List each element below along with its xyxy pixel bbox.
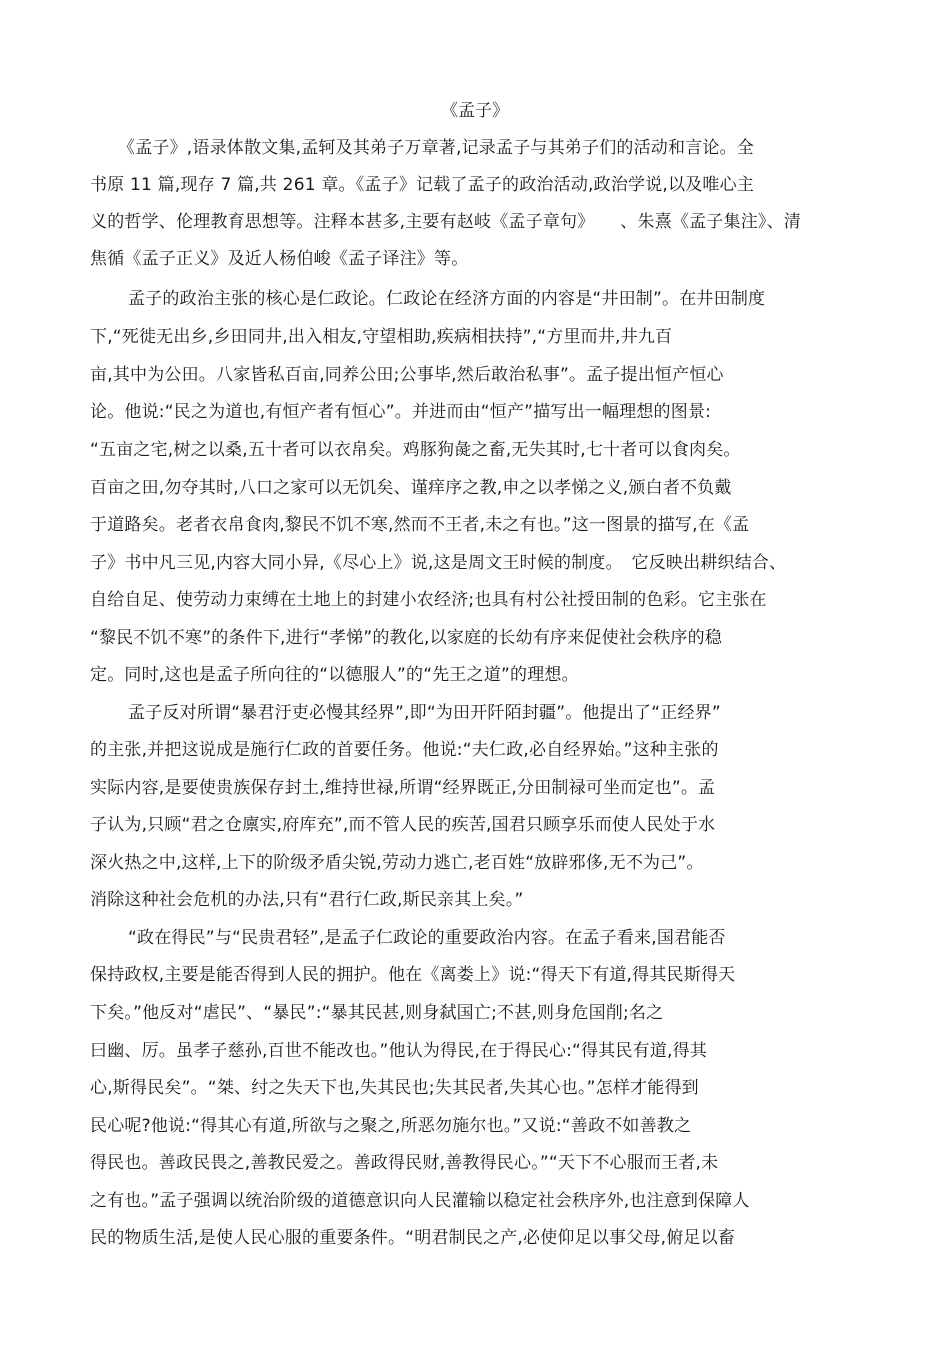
text-line: 下矣。”他反对“虐民”、“暴民”:“暴其民甚,则身弑国亡;不甚,则身危国削;名之 <box>90 1003 664 1023</box>
document-title: 《孟子》 <box>441 101 509 121</box>
text-line: 子认为,只顾“君之仓廪实,府库充”,而不管人民的疾苦,国君只顾享乐而使人民处于水 <box>90 815 716 835</box>
text-line: 定。同时,这也是孟子所向往的“以德服人”的“先王之道”的理想。 <box>90 665 579 685</box>
text-line: 之有也。”孟子强调以统治阶级的道德意识向人民灌输以稳定社会秩序外,也注意到保障人 <box>90 1191 750 1211</box>
text-line: 民的物质生活,是使人民心服的重要条件。“明君制民之产,必使仰足以事父母,俯足以畜 <box>90 1228 736 1248</box>
text-line: 下,“死徙无出乡,乡田同井,出入相友,守望相助,疾病相扶持”,“方里而井,井九百 <box>90 327 673 347</box>
text-line: 孟子反对所谓“暴君汙吏必慢其经界”,即“为田开阡陌封疆”。他提出了“正经界” <box>128 703 721 723</box>
text-line: 于道路矣。老者衣帛食肉,黎民不饥不寒,然而不王者,未之有也。”这一图景的描写,在《孟 <box>90 515 750 535</box>
text-line: 《孟子》,语录体散文集,孟轲及其弟子万章著,记录孟子与其弟子们的活动和言论。全 <box>118 138 755 158</box>
text-line: 焦循《孟子正义》及近人杨伯峻《孟子译注》等。 <box>90 249 469 269</box>
text-line: 心,斯得民矣”。“桀、纣之失天下也,失其民也;失其民者,失其心也。”怎样才能得到 <box>90 1078 699 1098</box>
text-line: 得民也。善政民畏之,善教民爱之。善政得民财,善教得民心。”“天下不心服而王者,未 <box>90 1153 719 1173</box>
text-line: 孟子的政治主张的核心是仁政论。仁政论在经济方面的内容是“井田制”。在井田制度 <box>128 289 766 309</box>
text-line: 论。他说:“民之为道也,有恒产者有恒心”。并进而由“恒产”描写出一幅理想的图景: <box>90 402 712 422</box>
text-line: 义的哲学、伦理教育思想等。注释本甚多,主要有赵岐《孟子章句》 、朱熹《孟子集注》、清 <box>90 212 802 232</box>
text-line: 书原 11 篇,现存 7 篇,共 261 章。《孟子》记载了孟子的政治活动,政治学说,以及唯心主 <box>90 175 755 195</box>
text-line: “政在得民”与“民贵君轻”,是孟子仁政论的重要政治内容。在孟子看来,国君能否 <box>128 928 726 948</box>
text-line: 曰幽、厉。虽孝子慈孙,百世不能改也。”他认为得民,在于得民心:“得其民有道,得其 <box>90 1041 708 1061</box>
text-line: 保持政权,主要是能否得到人民的拥护。他在《离娄上》说:“得天下有道,得其民斯得天 <box>90 965 736 985</box>
text-line: 的主张,并把这说成是施行仁政的首要任务。他说:“夫仁政,必自经界始。”这种主张的 <box>90 740 719 760</box>
text-line: 百亩之田,勿夺其时,八口之家可以无饥矣、谨痒序之教,申之以孝悌之义,颁白者不负戴 <box>90 478 732 498</box>
text-line: “黎民不饥不寒”的条件下,进行“孝悌”的教化,以家庭的长幼有序来促使社会秩序的稳 <box>90 628 723 648</box>
text-line: 自给自足、使劳动力束缚在土地上的封建小农经济;也具有村公社授田制的色彩。它主张在 <box>90 590 767 610</box>
text-line: 实际内容,是要使贵族保存封土,维持世禄,所谓“经界既正,分田制禄可坐而定也”。孟 <box>90 778 716 798</box>
text-line: 子》书中凡三见,内容大同小异,《尽心上》说,这是周文王时候的制度。 它反映出耕织结合、 <box>90 553 787 573</box>
text-line: 民心呢?他说:“得其心有道,所欲与之聚之,所恶勿施尔也。”又说:“善政不如善教之 <box>90 1116 692 1136</box>
text-line: “五亩之宅,树之以桑,五十者可以衣帛矣。鸡豚狗彘之畜,无失其时,七十者可以食肉矣。 <box>90 440 741 460</box>
text-line: 深火热之中,这样,上下的阶级矛盾尖锐,劳动力逃亡,老百姓“放辟邪侈,无不为己”。 <box>90 853 704 873</box>
text-line: 消除这种社会危机的办法,只有“君行仁政,斯民亲其上矣。” <box>90 890 524 910</box>
text-line: 亩,其中为公田。八家皆私百亩,同养公田;公事毕,然后敢治私事”。孟子提出恒产恒心 <box>90 365 724 385</box>
